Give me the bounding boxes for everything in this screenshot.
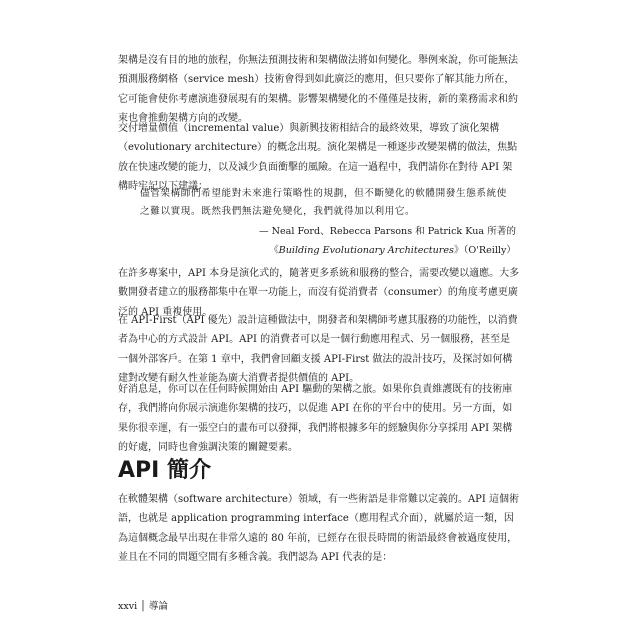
quote-book-close: 》（O'Reilly） — [453, 245, 516, 256]
paragraph-3: 在許多專案中，API 本身是演化式的，隨著更多系統和服務的整合，需要改變以適應。大多數開發者建立的服務都集中在單一功能上，而沒有從消費者（consumer）的角度考慮更廣泛的 API 重複使用。 — [118, 268, 520, 318]
quote-author-line: — Neal Ford、Rebecca Parsons 和 Patrick Kua 所著的 — [258, 226, 516, 237]
page-footer: xxvi │ 導論 — [118, 601, 168, 612]
section-heading: API 簡介 — [118, 458, 211, 483]
quote-book-open: 《 — [269, 245, 279, 256]
paragraph-4: 在 API-First（API 優先）設計這種做法中，開發者和架構師考慮其服務的功能性，以消費者為中心的方式設計 API。API 的消費者可以是一個行動應用程式、另一個服務，甚至是一個外部客戶。在第 1 章中，我們會回顧支援 API-First 做法的設計技巧，及探討如何構建對改變有耐久性並能為廣大消費者提供價值的 API。 — [118, 315, 518, 385]
block-quote: 儘管架構師們希望能對未來進行策略性的規劃，但不斷變化的軟體開發生態系統使之難以實現。既然我們無法避免變化，我們就得加以利用它。 — [140, 188, 507, 217]
quote-book-line — [269, 242, 516, 260]
paragraph-1: 架構是沒有目的地的旅程，你無法預測技術和架構做法將如何變化。舉例來說，你可能無法預測服務網格（service mesh）技術會得到如此廣泛的應用，但只要你了解其能力所在，它可能會使你考慮演進發展現有的架構。影響架構變化的不僅僅是技術，新的業務需求和約束也會推動架構方向的改變。 — [118, 55, 518, 125]
paragraph-6: 在軟體架構（software architecture）領域，有一些術語是非常難以定義的。API 這個術語，也就是 application programming interface（應用程式介面），就屬於這一類，因為這個概念最早出現在非常久遠的 80 年前，已經存在很長時間的術語最終會被過度使用，並且在不同的問題空間有多種含義。我們認為 API 代表的是： — [118, 494, 520, 564]
paragraph-2: 交付增量價值（incremental value）與新興技術相結合的最終效果，導致了演化架構（evolutionary architecture）的概念出現。演化架構是一種逐步改變架構的做法，焦點放在快速改變的能力，以及減少負面衝擊的風險。在這一過程中，我們請你在對待 API 架構時牢記以下建議： — [118, 123, 518, 193]
quote-book-title: Building Evolutionary Architectures — [278, 245, 454, 256]
paragraph-5: 好消息是，你可以在任何時候開始由 API 驅動的架構之旅。如果你負責維護既有的技術庫存，我們將向你展示演進你架構的技巧，以促進 API 在你的平台中的使用。另一方面，如果你很幸運，有一張空白的畫布可以發揮，我們將根據多年的經驗與你分享採用 API 架構的好處，同時也會強調決策的關鍵要素。 — [118, 384, 513, 454]
